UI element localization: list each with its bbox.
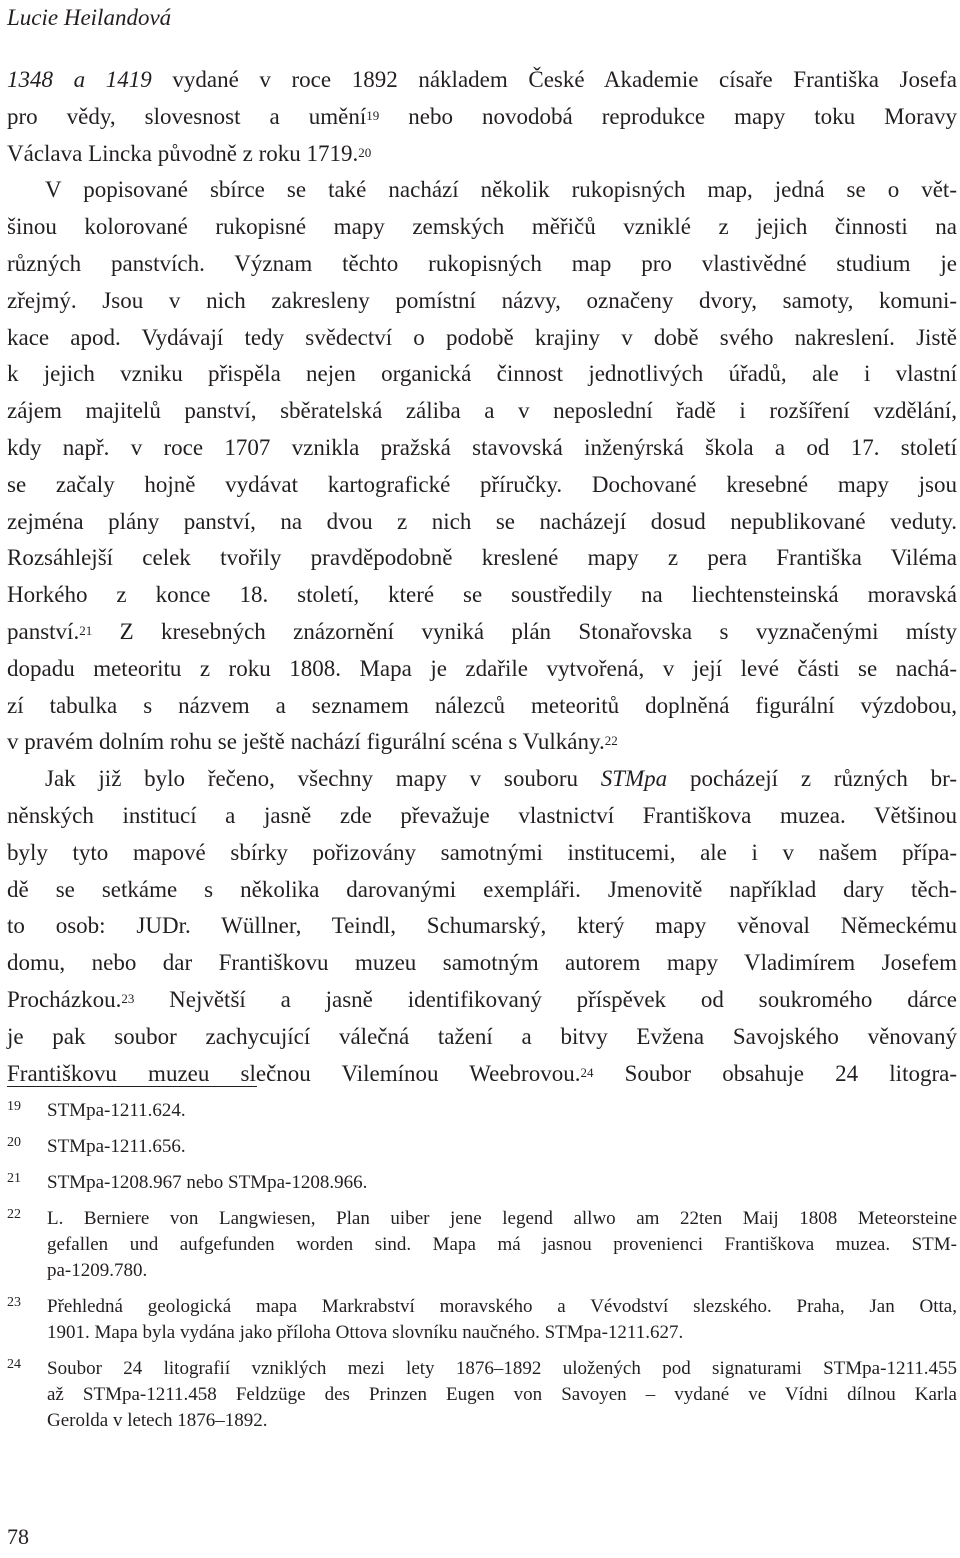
footnote-text: Soubor 24 litografií vzniklých mezi lety 1876–1892 uložených pod signaturami STMpa-1211.455 (47, 1358, 957, 1379)
text-run: Jak již bylo řečeno, všechny mapy v souboru (45, 766, 601, 792)
text-line: něnských institucí a jasně zde převažuje vlastnictví Františkova muzea. Většinou (7, 802, 957, 828)
footnote-ref[interactable]: 23 (121, 990, 135, 1006)
footnote-number: 22 (7, 1207, 21, 1222)
text-run: Procházkou. (7, 986, 122, 1012)
text-line (7, 99, 957, 136)
text-line: se začaly hojně vydávat kartografické příručky. Dochované kresebné mapy jsou (7, 471, 957, 497)
text-line: k jejich vzniku přispěla nejen organická činnost jednotlivých úřadů, ale i vlastní (7, 361, 957, 387)
text-line: zřejmý. Jsou v nich zakresleny pomístní názvy, označeny dvory, samoty, komuni- (7, 287, 957, 313)
text-run: pro vědy, slovesnost a umění (7, 103, 367, 129)
footnote-text: pa-1209.780. (47, 1260, 148, 1281)
text-line (7, 62, 957, 99)
text-line: zejména plány panství, na dvou z nich se nacházejí dosud nepublikované veduty. (7, 508, 957, 534)
footnote-ref[interactable]: 21 (79, 622, 93, 638)
text-run: Největší a jasně identifikovaný příspěvek od soukromého dárce (134, 986, 957, 1012)
footnote-number: 19 (7, 1099, 21, 1114)
text-line: dopadu meteoritu z roku 1808. Mapa je zdařile vytvořená, v její levé části se nachá- (7, 655, 957, 681)
footnote-number: 20 (7, 1135, 21, 1150)
text-italic: STMpa (600, 766, 668, 792)
text-line: V popisované sbírce se také nachází několik rukopisných map, jedná se o vět- (45, 177, 957, 203)
text-run: pocházejí z různých br- (667, 766, 957, 792)
footnote-number: 23 (7, 1295, 21, 1310)
page-number: 78 (7, 1524, 29, 1549)
text-line: Horkého z konce 18. století, které se soustředily na liechtensteinská moravská (7, 582, 957, 608)
footnote-ref[interactable]: 22 (604, 733, 618, 749)
text-line: zájem majitelů panství, sběratelská záliba a v neposlední řadě i rozšíření vzdělání, (7, 398, 957, 424)
footnote-text: Gerolda v letech 1876–1892. (47, 1410, 268, 1431)
footnote-text: Přehledná geologická mapa Markrabství moravského a Vévodství slezského. Praha, Jan Otta, (47, 1296, 957, 1317)
text-italic: 1348 a 1419 (7, 67, 152, 92)
footnote-text: STMpa-1211.656. (47, 1136, 186, 1157)
footnote-text: L. Berniere von Langwiesen, Plan uiber jene legend allwo am 22ten Maij 1808 Meteorsteine (47, 1208, 957, 1229)
text-run: Františkovu muzeu slečnou Vilemínou Weebrovou. (7, 1060, 581, 1086)
footnote (7, 1134, 957, 1160)
text-run: Soubor obsahuje 24 litogra- (593, 1060, 957, 1086)
footnote-ref[interactable]: 20 (358, 144, 372, 160)
footnote-number: 21 (7, 1171, 21, 1186)
text-run: panství. (7, 618, 80, 644)
footnote-text: 1901. Mapa byla vydána jako příloha Ottova slovníku naučného. STMpa-1211.627. (47, 1322, 684, 1343)
text-run: Václava Lincka původně z roku 1719. (7, 140, 359, 166)
text-line: je pak soubor zachycující válečná tažení a bitvy Evžena Savojského věnovaný (7, 1023, 957, 1049)
text-line: to osob: JUDr. Wüllner, Teindl, Schumarský, který mapy věnoval Německému (7, 913, 957, 939)
footnote (7, 1170, 957, 1196)
text-line: byly tyto mapové sbírky pořizovány samotnými institucemi, ale i v našem přípa- (7, 839, 957, 865)
text-line (7, 614, 957, 651)
text-run: v pravém dolním rohu se ještě nachází figurální scéna s Vulkány. (7, 729, 605, 755)
text-line (7, 724, 957, 761)
footnote (7, 1356, 957, 1434)
footnotes (7, 1098, 957, 1444)
text-line: domu, nebo dar Františkovu muzeu samotným autorem mapy Vladimírem Josefem (7, 950, 957, 976)
running-head: Lucie Heilandová (7, 5, 172, 30)
text-line: šinou kolorované rukopisné mapy zemských měřičů vzniklé z jejich činnosti na (7, 214, 957, 240)
footnote-ref[interactable]: 24 (580, 1064, 594, 1080)
text-line (7, 982, 957, 1019)
text-line: zí tabulka s názvem a seznamem nálezců meteoritů doplněná figurální výzdobou, (7, 692, 957, 718)
text-line: kace apod. Vydávají tedy svědectví o podobě krajiny v době svého nakreslení. Jistě (7, 324, 957, 350)
body-text (7, 62, 957, 1092)
text-line (7, 136, 957, 173)
footnote-number: 24 (7, 1357, 21, 1372)
text-line: různých panstvích. Význam těchto rukopisných map pro vlastivědné studium je (7, 250, 957, 276)
footnote-text: STMpa-1211.624. (47, 1100, 186, 1121)
text-line: dě se setkáme s několika darovanými exempláři. Jmenovitě například dary těch- (7, 876, 957, 902)
footnote-text: až STMpa-1211.458 Feldzüge des Prinzen Eugen von Savoyen – vydané ve Vídni dílnou Karla (47, 1384, 957, 1405)
text-run: nebo novodobá reprodukce mapy toku Moravy (379, 103, 957, 129)
text-line: kdy např. v roce 1707 vznikla pražská stavovská inženýrská škola a od 17. století (7, 434, 957, 460)
footnote-text: gefallen und aufgefunden worden sind. Mapa má jasnou provenienci Františkova muzea. STM- (47, 1234, 957, 1255)
footnote-ref[interactable]: 19 (366, 107, 380, 123)
text-line: Rozsáhlejší celek tvořily pravděpodobně kreslené mapy z pera Františka Viléma (7, 545, 957, 571)
footnote-divider (7, 1086, 257, 1087)
text-line (7, 761, 957, 798)
footnote (7, 1206, 957, 1284)
footnote (7, 1294, 957, 1346)
text-run: Z kresebných znázornění vyniká plán Stonařovska s vyznačenými místy (92, 618, 957, 644)
text-run: vydané v roce 1892 nákladem České Akademie císaře Františka Josefa (151, 67, 958, 92)
footnote (7, 1098, 957, 1124)
footnote-text: STMpa-1208.967 nebo STMpa-1208.966. (47, 1172, 368, 1193)
